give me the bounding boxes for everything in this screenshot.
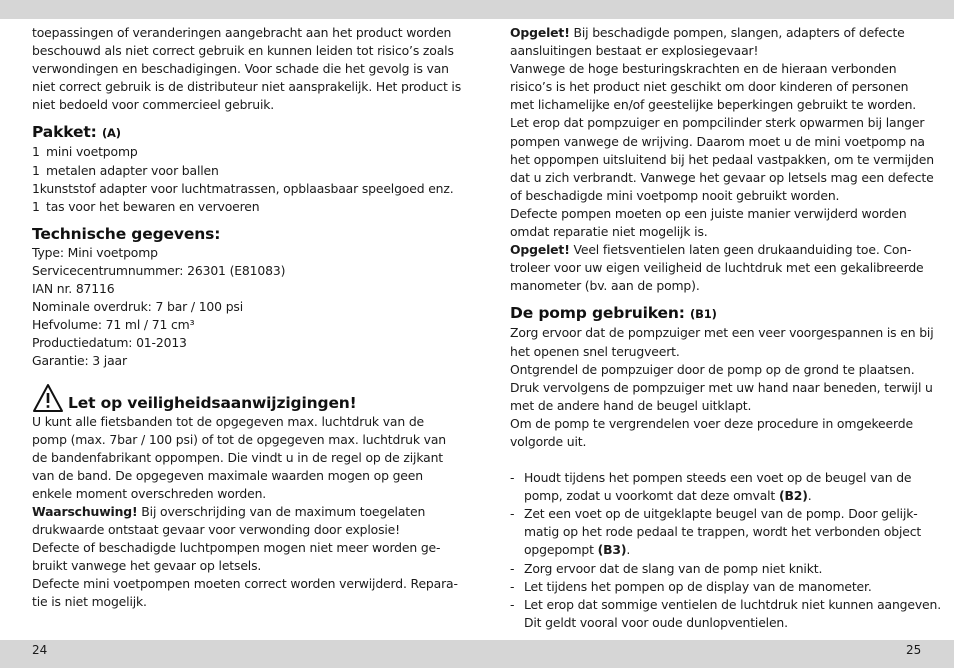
bullet-item: - Let erop dat sommige ventielen de luchtdruk niet kunnen aangeven. Dit geldt vooral voor oude dunlopventielen. (510, 596, 942, 630)
tech-line: Garantie: 3 jaar (32, 353, 127, 369)
package-item: 1 kunststof adapter voor luchtmatrassen, opblaasbaar speelgoed enz. (32, 180, 454, 196)
caution-label: Opgelet! (510, 25, 570, 40)
intro-line: verwondingen en beschadigingen. Voor schade die het gevolg is van (32, 61, 449, 77)
intro-line: niet bedoeld voor commercieel gebruik. (32, 97, 275, 113)
safety-line: Defecte mini voetpompen moeten correct worden verwijderd. Repara- (32, 576, 458, 592)
tech-line: Nominale overdruk: 7 bar / 100 psi (32, 299, 244, 315)
figure-ref-b2: (B2) (778, 488, 808, 504)
body-line: omdat reparatie niet mogelijk is. (510, 224, 708, 240)
warning-triangle-icon (32, 383, 64, 413)
safety-line: enkele moment overschreden worden. (32, 485, 267, 501)
body-line: Vanwege de hoge besturingskrachten en de hieraan verbonden (510, 61, 897, 77)
bullet-item: - Let tijdens het pompen op de display van de manometer. (510, 578, 872, 594)
safety-line: Defecte of beschadigde luchtpompen mogen niet meer worden ge- (32, 540, 441, 556)
use-line: volgorde uit. (510, 433, 587, 449)
safety-line: de bandenfabrikant oppompen. Die vindt u in de regel op de zijkant (32, 449, 443, 465)
body-line: pompen vanwege de wrijving. Daarom moet u de mini voetpomp na (510, 133, 925, 149)
tech-line: Hefvolume: 71 ml / 71 cm³ (32, 317, 195, 333)
package-item: 1 metalen adapter voor ballen (32, 162, 219, 178)
tech-line: Type: Mini voetpomp (32, 244, 158, 260)
body-line: troleer voor uw eigen veiligheid de luchtdruk met een gekalibreerde (510, 260, 924, 276)
bullet-item: - Zet een voet op de uitgeklapte beugel van de pomp. Door gelijk- matig op het rode pedaal te trappen, wordt het verbonden object opgepompt (B3). (510, 506, 922, 558)
safety-heading: Let op veiligheidsaanwijzigingen! (68, 393, 357, 412)
body-line: dat u zich verbrandt. Vanwege het gevaar op letsels mag een defecte (510, 169, 934, 185)
header-bar (0, 0, 954, 19)
tech-line: Servicecentrumnummer: 26301 (E81083) (32, 262, 286, 278)
body-line: risico’s is het product niet geschikt om door kinderen of personen (510, 79, 909, 95)
body-line: het oppompen uitsluitend bij het pedaal vastpakken, om te vermijden (510, 151, 934, 167)
use-line: het openen snel terugveert. (510, 343, 680, 359)
intro-line: niet correct gebruik is de distributeur niet aansprakelijk. Het product is (32, 79, 462, 95)
use-heading: De pomp gebruiken: (B1) (510, 304, 717, 323)
body-line: Defecte pompen moeten op een juiste manier verwijderd worden (510, 205, 907, 221)
body-line: met lichamelijke en/of geestelijke beperkingen gebruikt te worden. (510, 97, 917, 113)
safety-line: drukwaarde ontstaat gevaar voor verwonding door explosie! (32, 522, 400, 538)
right-column (510, 24, 942, 632)
body-line: manometer (bv. aan de pomp). (510, 278, 700, 294)
use-line: Zorg ervoor dat de pompzuiger met een veer voorgespannen is en bij (510, 325, 934, 341)
tech-line: Productiedatum: 01-2013 (32, 335, 187, 351)
safety-heading-row (32, 379, 448, 413)
package-item: 1 tas voor het bewaren en vervoeren (32, 198, 260, 214)
warning-label: Waarschuwing! (32, 503, 138, 519)
caution-line: Opgelet! Veel fietsventielen laten geen drukaanduiding toe. Con- (510, 242, 912, 258)
bullet-item: - Houdt tijdens het pompen steeds een voet op de beugel van de pomp, zodat u voorkomt dat deze omvalt (B2). (510, 470, 912, 504)
package-heading: Pakket: (A) (32, 123, 121, 142)
footer-bar (0, 640, 954, 668)
body-line: of beschadigde mini voetpomp nooit gebruikt worden. (510, 187, 840, 203)
warning-line: Waarschuwing! Bij overschrijding van de maximum toegelaten (32, 503, 426, 519)
tech-line: IAN nr. 87116 (32, 281, 115, 297)
safety-line: bruikt vanwege het gevaar op letsels. (32, 558, 262, 574)
package-figure-ref: (A) (101, 126, 121, 141)
use-line: met de andere hand de beugel uitklapt. (510, 397, 752, 413)
page-number-right: 25 (906, 643, 922, 657)
caution-line: Opgelet! Bij beschadigde pompen, slangen, adapters of defecte (510, 25, 905, 40)
page-number-left: 24 (32, 643, 48, 657)
use-figure-ref: (B1) (690, 307, 717, 322)
bullet-item: - Zorg ervoor dat de slang van de pomp niet knikt. (510, 560, 823, 576)
use-line: Om de pomp te vergrendelen voer deze procedure in omgekeerde (510, 415, 913, 431)
intro-line: beschouwd als niet correct gebruik en kunnen leiden tot risico’s zoals (32, 43, 454, 59)
left-column (32, 24, 462, 612)
use-line: Druk vervolgens de pompzuiger met uw hand naar beneden, terwijl u (510, 379, 933, 395)
intro-line: toepassingen of veranderingen aangebracht aan het product worden (32, 25, 452, 40)
safety-line: pomp (max. 7bar / 100 psi) of tot de opgegeven max. luchtdruk van (32, 431, 447, 447)
body-line: aansluitingen bestaat er explosiegevaar! (510, 43, 759, 59)
tech-heading: Technische gegevens: (32, 224, 221, 243)
safety-line: U kunt alle fietsbanden tot de opgegeven max. luchtdruk van de (32, 413, 425, 429)
package-item: 1 mini voetpomp (32, 144, 138, 160)
use-line: Ontgrendel de pompzuiger door de pomp op de grond te plaatsen. (510, 361, 915, 377)
body-line: Let erop dat pompzuiger en pompcilinder sterk opwarmen bij langer (510, 115, 925, 131)
figure-ref-b3: (B3) (597, 542, 627, 558)
caution-label: Opgelet! (510, 242, 570, 258)
safety-line: tie is niet mogelijk. (32, 594, 147, 610)
safety-line: van de band. De opgegeven maximale waarden mogen op geen (32, 467, 423, 483)
